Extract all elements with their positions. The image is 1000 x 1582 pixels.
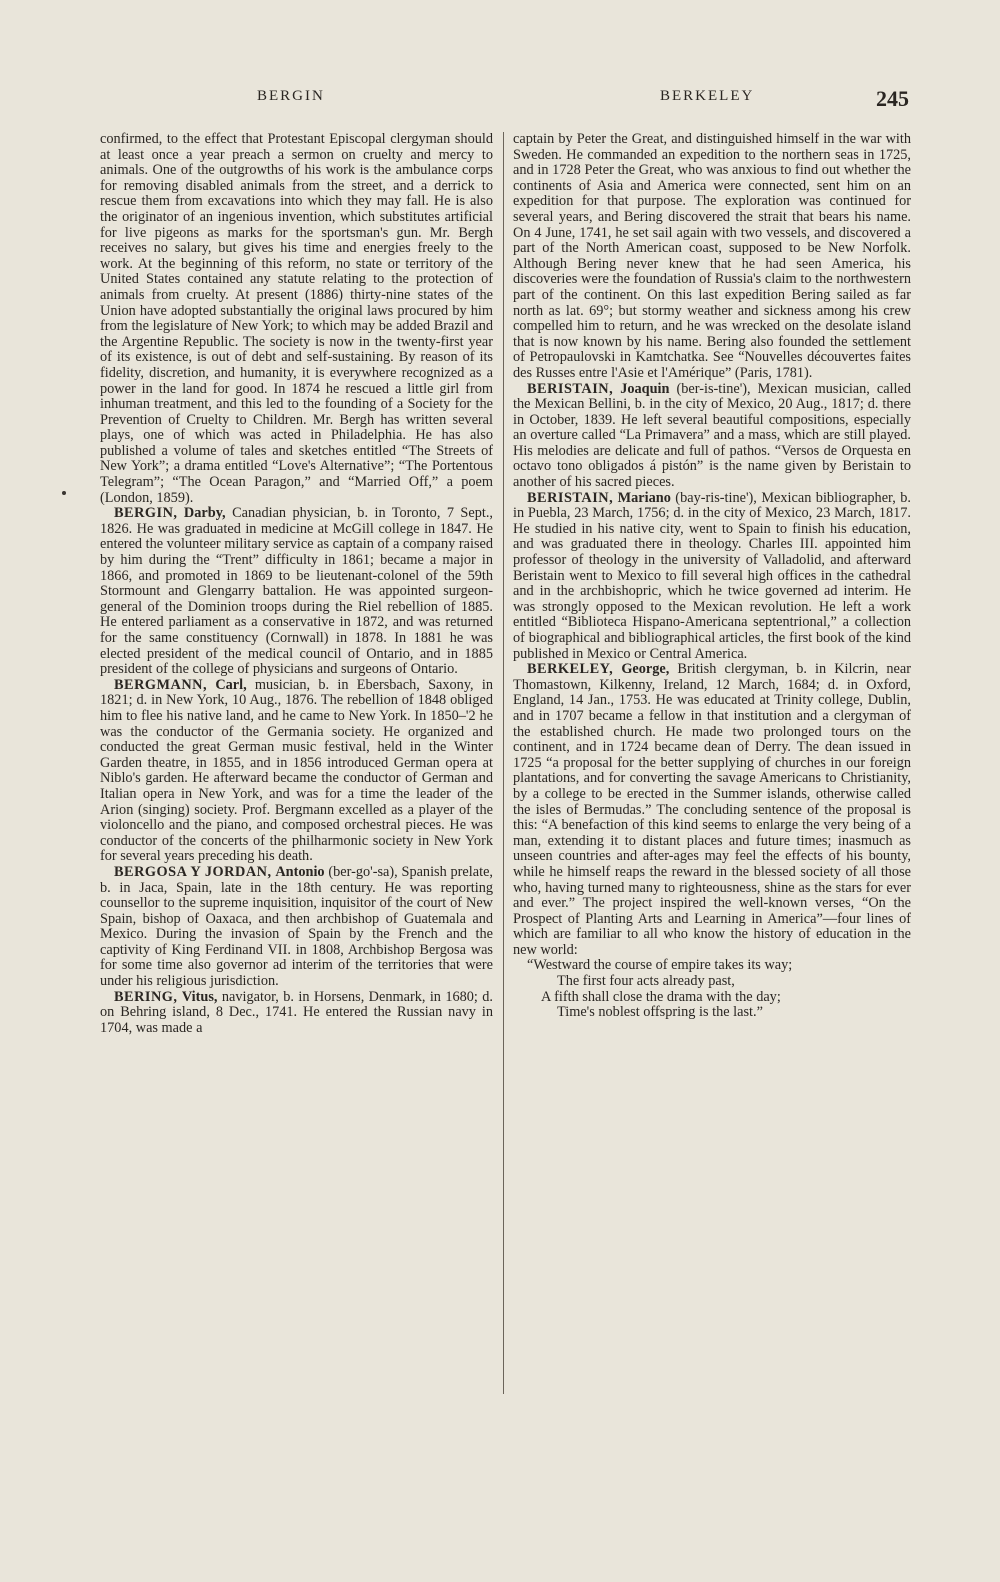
entry-surname: BERISTAIN, (527, 489, 614, 506)
continuation-paragraph: confirmed, to the effect that Protestant Episcopal clergyman should at least once a year preach a sermon on cruelty and mercy to animals. One of the outgrowths of his work is the ambulance corps for removing disabled animals from the street, and a derrick to rescue them from excavations into which they may fall. He is also the originator of an ingenious invention, which substitutes artificial for live pigeons as marks for the sportsman's gun. Mr. Bergh receives no salary, but gives his time and energies freely to the work. At the beginning of this reform, no state or territory of the United States contained any statute relating to the protection of animals from cruelty. At present (1886) thirty-nine states of the Union have adopted substantially the original laws procured by him from the legislature of New York; to which may be added Brazil and the Argentine Republic. The society is now in the twenty-first year of its existence, is out of debt and self-sustaining. By reason of its fidelity, discretion, and humanity, it is everywhere recognized as a power in the land for good. In 1874 he rescued a little girl from inhuman treatment, and this led to the founding of a Society for the Prevention of Cruelty to Children. Mr. Bergh has written several plays, one of which was acted in Philadelphia. He has also published a volume of tales and sketches entitled “The Streets of New York”; a drama entitled “Love's Alternative”; “The Portentous Telegram”; “The Ocean Paragon,” and “Married Off,” a poem (London, 1859). (100, 131, 493, 506)
entry-given-name: Darby, (183, 505, 226, 522)
entry-text: (ber-go'-sa), Spanish prelate, b. in Jaca, Spain, late in the 18th century. He was reporting counsellor to the supreme inquisition, inquisitor of the court of New Spain, bishop of Oaxaca, and then archbishop of Guatemala and Mexico. During the invasion of Spain by the French and the captivity of King Ferdinand VII. in 1808, Archbishop Bergosa was for some time also governor ad interim of the territories that were under his religious jurisdiction. (100, 863, 493, 990)
entry-berkeley (513, 662, 911, 958)
entry-surname: BERING, (114, 988, 178, 1005)
running-head-right: BERKELEY (660, 88, 755, 104)
right-column (513, 132, 911, 1021)
entry-text: British clergyman, b. in Kilcrin, near Thomastown, Kilkenny, Ireland, 12 March, 1684; d. in Oxford, England, 14 Jan., 1753. He was educated at Trinity college, Dublin, and in 1707 became a fellow in that institution and a clergyman of the established church. He made two prolonged tours on the continent, and in 1724 became dean of Derry. The dean issued in 1725 “a proposal for the better supplying of churches in our foreign plantations, and for converting the savage Americans to Christianity, by a college to be erected in the Summer islands, otherwise called the isles of Bermudas.” The concluding sentence of the proposal is this: “A benefaction of this kind seems to enlarge the very being of a man, extending it to distant places and future times; inasmuch as unseen countries and after-ages may feel the effects of his bounty, while he himself reaps the reward in the blessed society of all those who, having turned many to righteousness, shine as the stars for ever and ever.” The project inspired the well-known verses, “On the Prospect of Planting Arts and Learning in America”—four lines of which are familiar to all who know the history of education in the new world: (513, 661, 911, 958)
entry-given-name: Carl, (215, 676, 247, 693)
entry-bergin (100, 506, 493, 678)
continuation-paragraph: captain by Peter the Great, and distinguished himself in the war with Sweden. He commanded an expedition to the northern seas in 1725, and in 1728 Peter the Great, who was anxious to find out whether the continents of Asia and America were connected, sent him on an expedition for that purpose. The exploration was continued for several years, and Bering discovered the strait that bears his name. On 4 June, 1741, he set sail again with two vessels, and discovered a part of the North American coast, supposed to be New Norfolk. Although Bering never knew that he had seen America, his discoveries were the foundation of Russia's claim to the northwestern part of the continent. On this last expedition Bering sailed as far north as lat. 69°; but stormy weather and sickness among his crew compelled him to return, and he was wrecked on the desolate island that is now known by his name. Bering also founded the settlement of Petropaulovski in Kamtchatka. See “Nouvelles découvertes faites des Russes entre l'Asie et l'Amérique” (Paris, 1781). (513, 131, 911, 381)
entry-bergosa (100, 865, 493, 990)
verse-line: Time's noblest offspring is the last.” (557, 1004, 763, 1021)
entry-text: musician, b. in Ebersbach, Saxony, in 1821; d. in New York, 10 Aug., 1876. The rebellion of 1848 obliged him to flee his native land, and he came to New York. In 1850–'2 he was the conductor of the Germania society. He organized and conducted the great German music festival, held in the Winter Garden theatre, in 1855, and in 1856 introduced German opera at Niblo's garden. He afterward became the conductor of German and Italian opera in New York, and was for a time the leader of the Arion (singing) society. Prof. Bergmann excelled as a player of the violoncello and the piano, and composed orchestral pieces. He was conductor of the concerts of the philharmonic society in New York for several years preceding his death. (100, 676, 493, 865)
entry-given-name: Mariano (617, 489, 671, 506)
entry-surname: BERISTAIN, (527, 380, 614, 397)
left-column (100, 132, 493, 1036)
entry-given-name: Joaquin (620, 380, 670, 397)
column-divider (503, 132, 504, 1394)
verse-line: The first four acts already past, (557, 973, 735, 990)
entry-surname: BERGMANN, (114, 676, 208, 693)
entry-bering (100, 990, 493, 1037)
verse-quotation (513, 958, 911, 1020)
entry-beristain-joaquin (513, 382, 911, 491)
running-head-left: BERGIN (257, 88, 325, 104)
entry-surname: BERKELEY, (527, 661, 614, 678)
entry-given-name: Antonio (275, 863, 325, 880)
entry-beristain-mariano (513, 491, 911, 663)
entry-text: Canadian physician, b. in Toronto, 7 Sept., 1826. He was graduated in medicine at McGill college in 1847. He entered the volunteer military service as captain of a company raised by him during the “Trent” difficulty in 1861; became a major in 1866, and promoted in 1869 to be lieutenant-colonel of the 59th Stormount and Glengarry battalion. He was appointed surgeon-general of the Dominion troops during the Riel rebellion of 1885. He entered parliament as a conservative in 1872, and was returned for the same constituency (Cornwall) in 1878. In 1881 he was elected president of the medical council of Ontario, and in 1885 president of the college of physicians and surgeons of Ontario. (100, 505, 493, 678)
page-number: 245 (876, 86, 909, 111)
verse-line: “Westward the course of empire takes its way; (527, 957, 793, 974)
margin-mark (62, 491, 66, 495)
entry-bergmann (100, 678, 493, 865)
entry-text: (bay-ris-tine'), Mexican bibliographer, b. in Puebla, 23 March, 1756; d. in the city of Mexico, 23 March, 1817. He studied in his native city, went to Spain to finish his education, and was graduated there in theology. Charles III. appointed him professor of theology in the university of Valladolid, and afterward Beristain went to Mexico to fill several high offices in the cathedral and in the archbishopric, which he twice governed ad interim. He was strongly opposed to the Mexican revolution. He left a work entitled “Biblioteca Hispano-Americana septentrional,” a collection of biographical and bibliographical articles, the first book of the kind published in Mexico or Central America. (513, 489, 911, 662)
verse-line: A fifth shall close the drama with the day; (541, 988, 781, 1005)
entry-surname: BERGIN, (114, 505, 178, 522)
entry-text: (ber-is-tine'), Mexican musician, called the Mexican Bellini, b. in the city of Mexico, 20 Aug., 1817; d. there in October, 1839. He left several beautiful compositions, especially an overture called “La Primavera” and a mass, which are still played. His melodies are delicate and full of pathos. “Versos de Orquesta en octavo tono obligados á pistón” is the name given by Beristain to another of his sacred pieces. (513, 380, 911, 491)
entry-given-name: George, (621, 661, 670, 678)
entry-surname: BERGOSA Y JORDAN, (114, 863, 272, 880)
entry-text: navigator, b. in Horsens, Denmark, in 1680; d. on Behring island, 8 Dec., 1741. He entered the Russian navy in 1704, was made a (100, 988, 493, 1036)
entry-given-name: Vitus, (181, 988, 218, 1005)
running-head (0, 86, 1000, 116)
